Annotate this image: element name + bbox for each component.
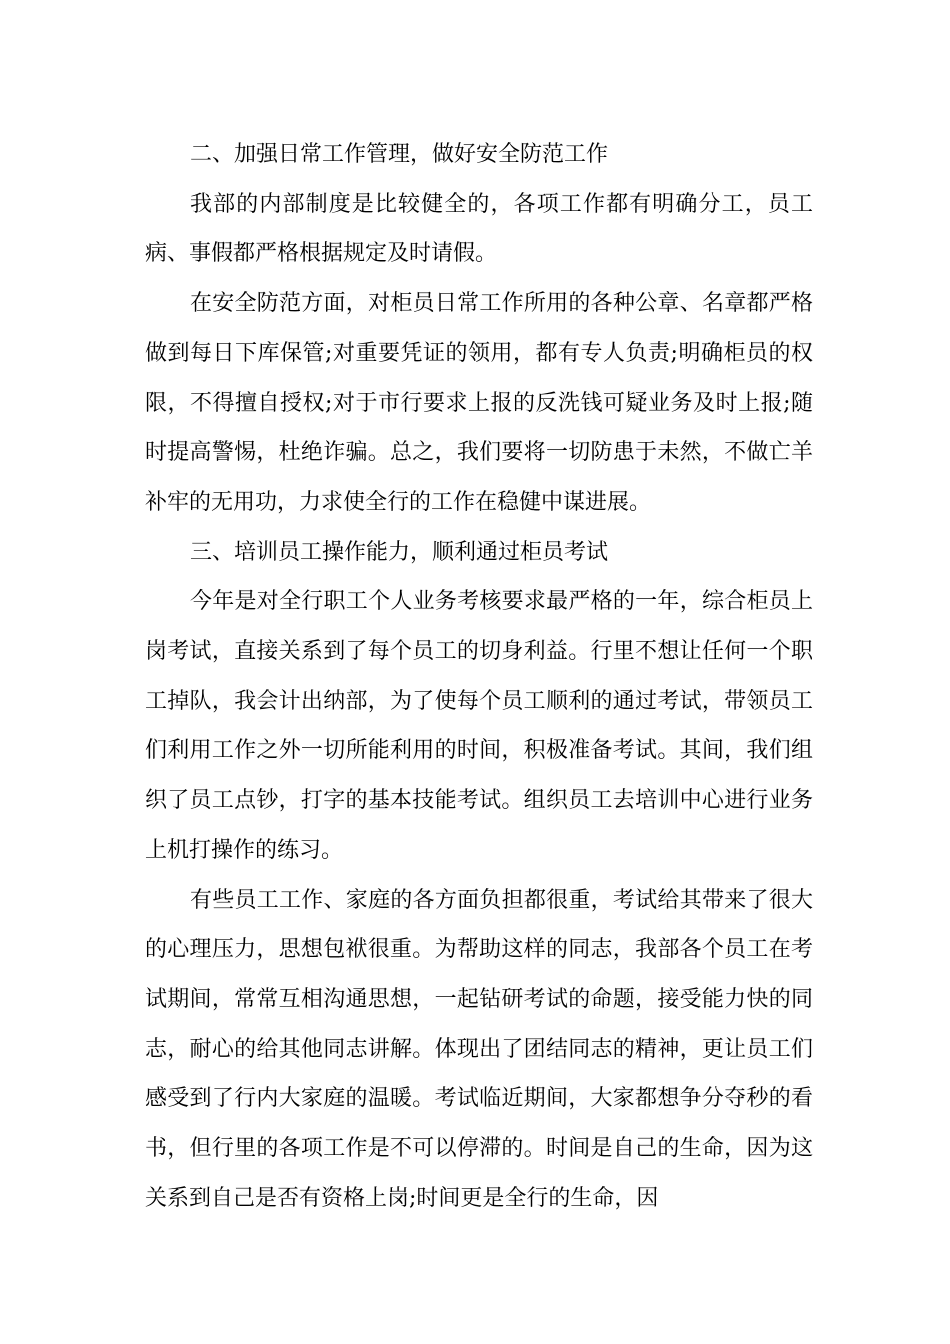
paragraph-internal-rules: 我部的内部制度是比较健全的，各项工作都有明确分工，员工病、事假都严格根据规定及时请假。 xyxy=(145,191,813,267)
section-heading-3: 三、培训员工操作能力，顺利通过柜员考试 xyxy=(190,539,609,565)
paragraph-teamwork: 有些员工工作、家庭的各方面负担都很重，考试给其带来了很大的心理压力，思想包袱很重。为帮助这样的同志，我部各个员工在考试期间，常常互相沟通思想，一起钻研考试的命题，接受能力快的同志，耐心的给其他同志讲解。体现出了团结同志的精神，更让员工们感受到了行内大家庭的温暖。考试临近期间，大家都想争分夺秒的看书，但行里的各项工作是不可以停滞的。时间是自己的生命，因为这关系到自己是否有资格上岗;时间更是全行的生命，因 xyxy=(145,887,813,1211)
paragraph-exam: 今年是对全行职工个人业务考核要求最严格的一年，综合柜员上岗考试，直接关系到了每个员工的切身利益。行里不想让任何一个职工掉队，我会计出纳部，为了使每个员工顺利的通过考试，带领员工们利用工作之外一切所能利用的时间，积极准备考试。其间，我们组织了员工点钞，打字的基本技能考试。组织员工去培训中心进行业务上机打操作的练习。 xyxy=(145,589,813,863)
paragraph-safety: 在安全防范方面，对柜员日常工作所用的各种公章、名章都严格做到每日下库保管;对重要凭证的领用，都有专人负责;明确柜员的权限，不得擅自授权;对于市行要求上报的反洗钱可疑业务及时上报;随时提高警惕，杜绝诈骗。总之，我们要将一切防患于未然，不做亡羊补牢的无用功，力求使全行的工作在稳健中谋进展。 xyxy=(145,291,813,515)
section-heading-2: 二、加强日常工作管理，做好安全防范工作 xyxy=(190,142,609,167)
document-body xyxy=(145,130,813,1223)
